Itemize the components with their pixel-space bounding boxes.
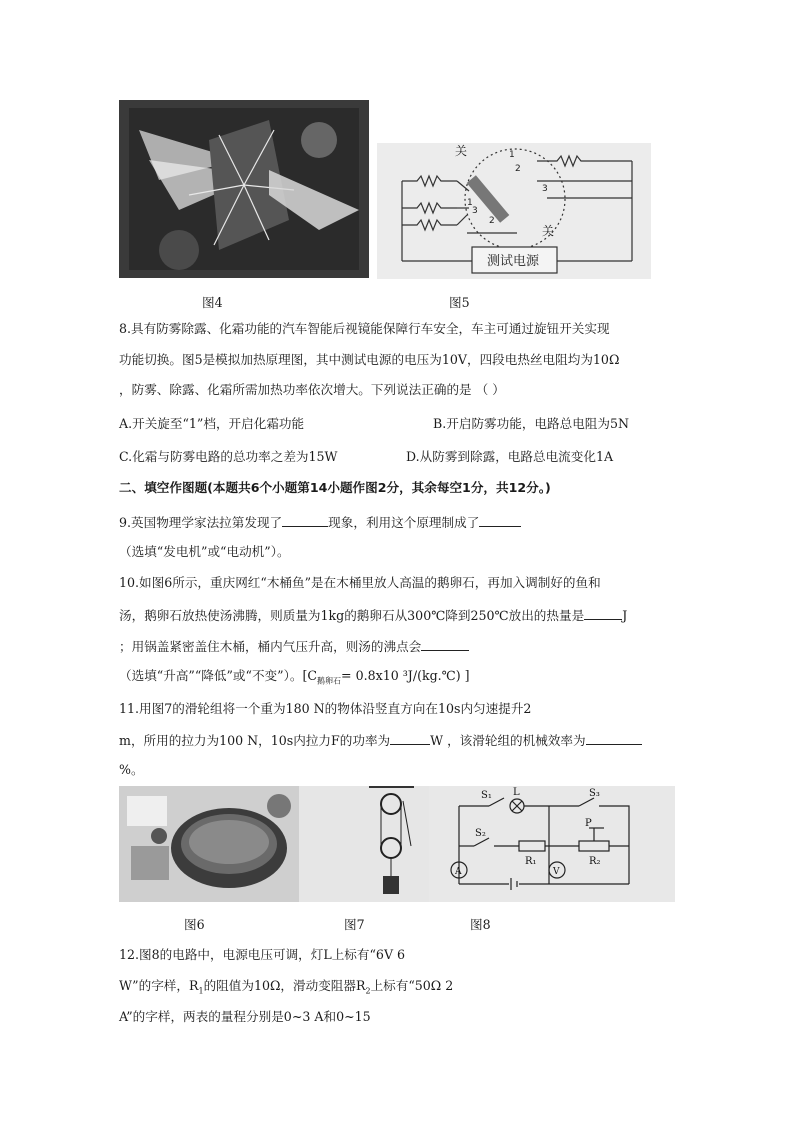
q9-blank-1[interactable] xyxy=(282,512,328,527)
figure-8-circuit xyxy=(429,786,675,902)
fig5-node-1: 1 xyxy=(509,150,515,160)
q11-line-3: %。 xyxy=(119,762,144,777)
q10-text-2a: 汤，鹅卵石放热使汤沸腾，则质量为1kg的鹅卵石从300℃降到250℃放出的热量是 xyxy=(119,608,585,623)
q8-option-a: A.开关旋至“1”档，开启化霜功能 xyxy=(119,416,305,431)
q12-text-2b: 的阻值为10Ω，滑动变阻器R xyxy=(203,978,366,993)
q11-text-2a: m，所用的拉力为100 N，10s内拉力F的功率为 xyxy=(119,733,391,748)
fig8-label-l: L xyxy=(513,787,520,798)
figure-8-caption: 图8 xyxy=(470,917,491,932)
wooden-bucket-fish-photo xyxy=(119,786,299,902)
q9-text-b: 现象，利用这个原理制成了 xyxy=(328,515,480,530)
fig5-node-2: 2 xyxy=(515,164,521,174)
heating-circuit-diagram xyxy=(377,143,651,279)
fig5-node-1b: 1 xyxy=(467,198,473,208)
fig8-label-s3: S₃ xyxy=(589,788,600,799)
q10-text-3a: ；用锅盖紧密盖住木桶，桶内气压升高，则汤的沸点会 xyxy=(119,639,422,654)
q10-text-4a: （选填“升高”“降低”或“不变”）。[C xyxy=(119,668,318,683)
q12-sub-2: 2 xyxy=(365,986,371,996)
figure-5-circuit xyxy=(377,143,651,279)
fig5-label-off-top: 关 xyxy=(455,144,468,158)
q9-line-2: （选填“发电机”或“电动机”）。 xyxy=(119,544,290,559)
fig8-label-s1: S₁ xyxy=(481,790,492,801)
fig8-label-p: P xyxy=(585,818,592,829)
fig8-voltmeter-label: V xyxy=(553,867,560,877)
q8-option-b: B.开启防雾功能，电路总电阻为5N xyxy=(433,416,630,431)
q9-line-1 xyxy=(119,512,521,532)
figure-4-caption: 图4 xyxy=(202,295,223,310)
q10-line-4 xyxy=(119,667,470,691)
q11-text-2b: W ，该滑轮组的机械效率为 xyxy=(430,733,586,748)
fig5-node-3: 3 xyxy=(542,184,548,194)
q10-subscript: 鹅卵石 xyxy=(317,676,342,686)
pulley-system-diagram xyxy=(299,786,429,902)
q8-line-2: 功能切换。图5是模拟加热原理图，其中测试电源的电压为10V，四段电热丝电阻均为10Ω xyxy=(119,352,620,367)
q10-text-4b: = 0.8x10 ³J/(kg.℃) ] xyxy=(341,668,470,683)
q12-line-2 xyxy=(119,977,453,1001)
fig5-label-off-bottom: 关 xyxy=(542,224,555,238)
q10-blank-2[interactable] xyxy=(421,636,469,651)
q11-blank-2[interactable] xyxy=(586,730,642,745)
q10-line-3 xyxy=(119,636,469,656)
q10-line-2 xyxy=(119,605,627,625)
q8-option-d: D.从防雾到除露，电路总电流变化1A xyxy=(406,449,614,464)
figure-6-photo xyxy=(119,786,299,902)
q8-option-c: C.化霜与防雾电路的总功率之差为15W xyxy=(119,449,338,464)
figure-7-caption: 图7 xyxy=(344,917,365,932)
q9-blank-2[interactable] xyxy=(479,512,521,527)
q12-sub-1: 1 xyxy=(198,986,204,996)
q12-text-2c: 上标有“50Ω 2 xyxy=(370,978,454,993)
fig5-power-label: 测试电源 xyxy=(487,254,540,269)
figure-4-photo xyxy=(119,100,369,278)
q12-line-1: 12.图8的电路中，电源电压可调，灯L上标有“6V 6 xyxy=(119,947,406,962)
fig5-node-2b: 2 xyxy=(489,216,495,226)
q12-text-2a: W”的字样，R xyxy=(119,978,199,993)
q10-unit-j: J xyxy=(622,608,628,623)
figure-6-caption: 图6 xyxy=(184,917,205,932)
figure-5-caption: 图5 xyxy=(449,295,470,310)
q9-text-a: 9.英国物理学家法拉第发现了 xyxy=(119,515,283,530)
section-2-heading: 二、填空作图题(本题共6个小题第14小题作图2分，其余每空1分，共12分。) xyxy=(119,480,551,495)
q11-line-1: 11.用图7的滑轮组将一个重为180 N的物体沿竖直方向在10s内匀速提升2 xyxy=(119,701,532,716)
fig8-label-r2: R₂ xyxy=(589,856,601,867)
figure-7-pulley xyxy=(299,786,429,902)
q11-blank-1[interactable] xyxy=(390,730,430,745)
fig8-ammeter-label: A xyxy=(455,867,462,877)
q10-line-1: 10.如图6所示，重庆网红“木桶鱼”是在木桶里放人高温的鹅卵石，再加入调制好的鱼和 xyxy=(119,575,601,590)
q12-line-3: A”的字样，两表的量程分别是0~3 A和0~15 xyxy=(119,1009,371,1024)
fig8-label-r1: R₁ xyxy=(525,856,537,867)
mirror-photo-illustration xyxy=(119,100,369,278)
q8-line-1: 8.具有防雾除露、化霜功能的汽车智能后视镜能保障行车安全，车主可通过旋钮开关实现 xyxy=(119,321,610,336)
lamp-rheostat-circuit xyxy=(429,786,675,902)
q11-line-2 xyxy=(119,730,642,750)
fig5-node-3b: 3 xyxy=(472,206,478,216)
q8-line-3: ，防雾、除露、化霜所需加热功率依次增大。下列说法正确的是 （ ） xyxy=(119,382,505,397)
fig8-label-s2: S₂ xyxy=(475,828,486,839)
q10-blank-1[interactable] xyxy=(584,605,622,620)
